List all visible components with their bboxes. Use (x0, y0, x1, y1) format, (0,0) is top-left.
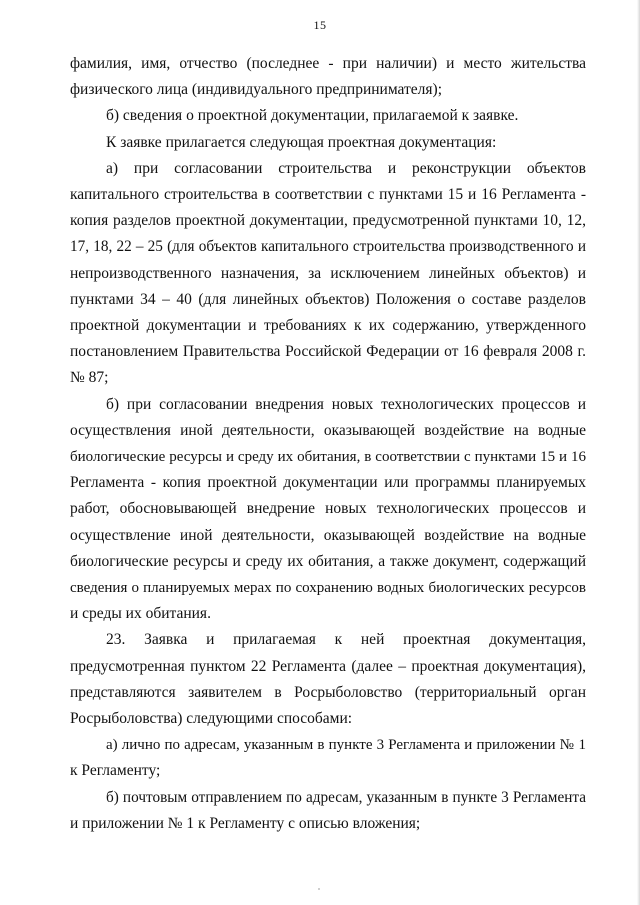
text-line: представляются заявителем в Росрыболовство (территориальный орган (70, 683, 586, 701)
text-line: осуществление иной деятельности, оказывающей воздействие на водные (70, 526, 586, 544)
text-line: копия разделов проектной документации, предусмотренной пунктами 10, 12, (70, 212, 586, 230)
text-line: б) при согласовании внедрения новых технологических процессов и (106, 395, 586, 413)
text-line: к Регламенту; (70, 762, 161, 780)
text-line: фамилия, имя, отчество (последнее - при наличии) и место жительства (70, 55, 586, 72)
text-line: осуществления иной деятельности, оказывающей воздействие на водные (70, 421, 586, 439)
page-number: 15 (313, 18, 327, 32)
text-line: и среды их обитания. (70, 605, 211, 623)
document-body (70, 51, 586, 837)
text-line: пунктами 34 – 40 (для линейных объектов) Положения о составе разделов (70, 290, 586, 308)
text-line: физического лица (индивидуального предпринимателя); (70, 81, 443, 99)
scan-artifact (318, 888, 320, 890)
text-line: непроизводственного назначения, за исключением линейных объектов) и (70, 264, 586, 282)
text-line: а) при согласовании строительства и реконструкции объектов (106, 159, 586, 177)
text-line: работ, обосновывающей внедрение новых технологических процессов и (70, 500, 586, 518)
text-line: № 87; (70, 369, 109, 387)
text-line: и приложении № 1 к Регламенту с описью вложения; (70, 814, 421, 832)
text-line: Регламента - копия проектной документации или программы планируемых (70, 474, 586, 492)
text-line: б) сведения о проектной документации, прилагаемой к заявке. (106, 107, 519, 125)
text-line: б) почтовым отправлением по адресам, указанным в пункте 3 Регламента (106, 788, 586, 806)
text-line: а) лично по адресам, указанным в пункте 3 Регламента и приложении № 1 (106, 737, 586, 754)
text-line: 17, 18, 22 – 25 (для объектов капитального строительства производственного и (70, 238, 586, 256)
text-line: биологические ресурсы и среду их обитания, а также документ, содержащий (70, 552, 586, 570)
text-line: капитального строительства в соответствии с пунктами 15 и 16 Регламента - (70, 186, 586, 204)
text-line: сведения о планируемых мерах по сохранению водных биологических ресурсов (70, 580, 586, 597)
text-line: постановлением Правительства Российской Федерации от 16 февраля 2008 г. (70, 343, 586, 361)
text-line: К заявке прилагается следующая проектная документация: (106, 133, 497, 151)
text-line: биологические ресурсы и среду их обитания, в соответствии с пунктами 15 и 16 (70, 449, 586, 466)
text-line: предусмотренная пунктом 22 Регламента (далее – проектная документация), (70, 657, 586, 675)
text-line: проектной документации и требованиях к их содержанию, утвержденного (70, 317, 586, 335)
text-line: Росрыболовства) следующими способами: (70, 710, 353, 728)
text-line: 23. Заявка и прилагаемая к ней проектная документация, (106, 631, 586, 649)
